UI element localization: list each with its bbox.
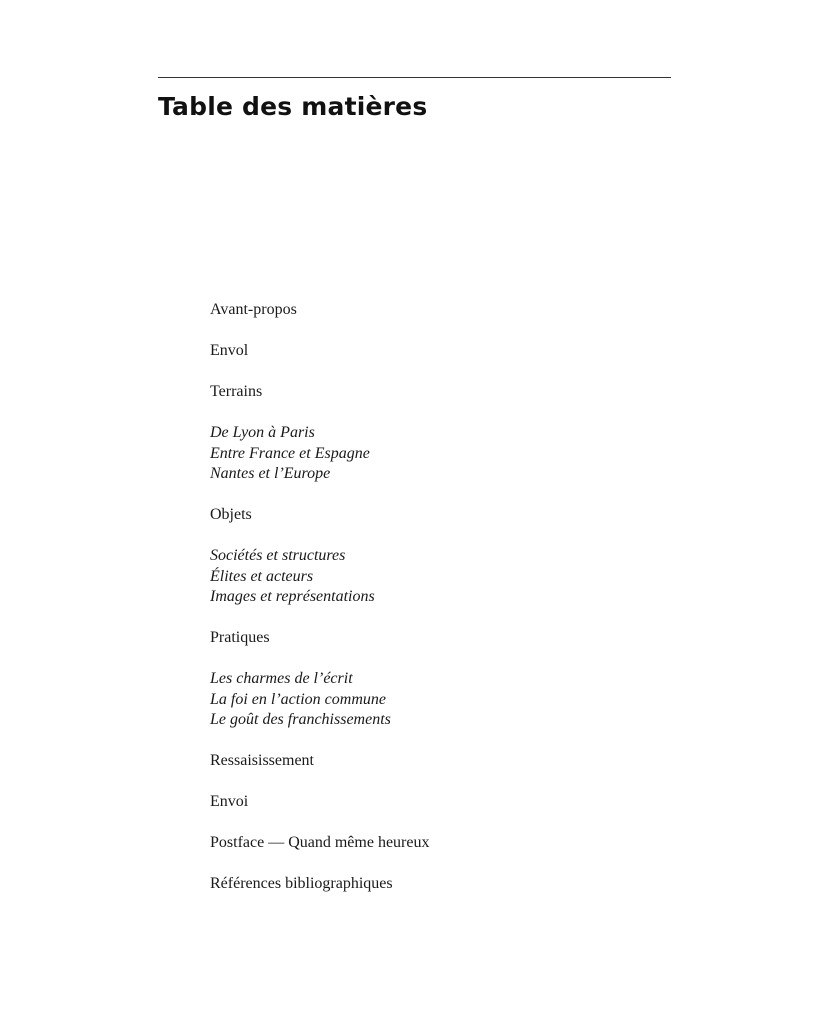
toc-entry-terrains[interactable]: Terrains (210, 383, 263, 400)
toc-spacer (210, 526, 670, 547)
toc-spacer (210, 403, 670, 424)
toc-entry-references-bibliographiques[interactable]: Références bibliographiques (210, 875, 393, 892)
toc-spacer (210, 362, 670, 383)
toc-entry-pratiques[interactable]: Pratiques (210, 629, 270, 646)
toc-spacer (210, 813, 670, 834)
toc-entry-postface[interactable]: Postface — Quand même heureux (210, 834, 430, 851)
toc-subentry-les-charmes-de-lecrit[interactable]: Les charmes de l’écrit (210, 670, 353, 687)
page-title: Table des matières (158, 92, 428, 121)
toc-spacer (210, 649, 670, 670)
toc-subentry-le-gout-des-franchissements[interactable]: Le goût des franchissements (210, 711, 391, 728)
toc-spacer (210, 608, 670, 629)
toc-entry-envol[interactable]: Envol (210, 342, 249, 359)
toc-entry-avant-propos[interactable]: Avant-propos (210, 301, 297, 318)
toc-spacer (210, 731, 670, 752)
toc-entry-envoi[interactable]: Envoi (210, 793, 249, 810)
toc-subentry-la-foi-en-laction-commune[interactable]: La foi en l’action commune (210, 690, 386, 708)
toc-spacer (210, 854, 670, 875)
toc-entry-ressaisissement[interactable]: Ressaisissement (210, 752, 314, 769)
toc-subentry-de-lyon-a-paris[interactable]: De Lyon à Paris (210, 424, 315, 441)
toc-spacer (210, 321, 670, 342)
header-rule (158, 77, 671, 78)
toc-subentry-nantes-et-leurope[interactable]: Nantes et l’Europe (210, 465, 331, 482)
toc-spacer (210, 772, 670, 793)
toc-subentry-images-et-representations[interactable]: Images et représentations (210, 588, 375, 605)
toc-spacer (210, 485, 670, 506)
table-of-contents (210, 300, 670, 895)
toc-subentry-societes-et-structures[interactable]: Sociétés et structures (210, 547, 346, 564)
toc-subentry-elites-et-acteurs[interactable]: Élites et acteurs (210, 567, 314, 585)
toc-subentry-entre-france-et-espagne[interactable]: Entre France et Espagne (210, 444, 370, 462)
toc-entry-objets[interactable]: Objets (210, 506, 252, 523)
